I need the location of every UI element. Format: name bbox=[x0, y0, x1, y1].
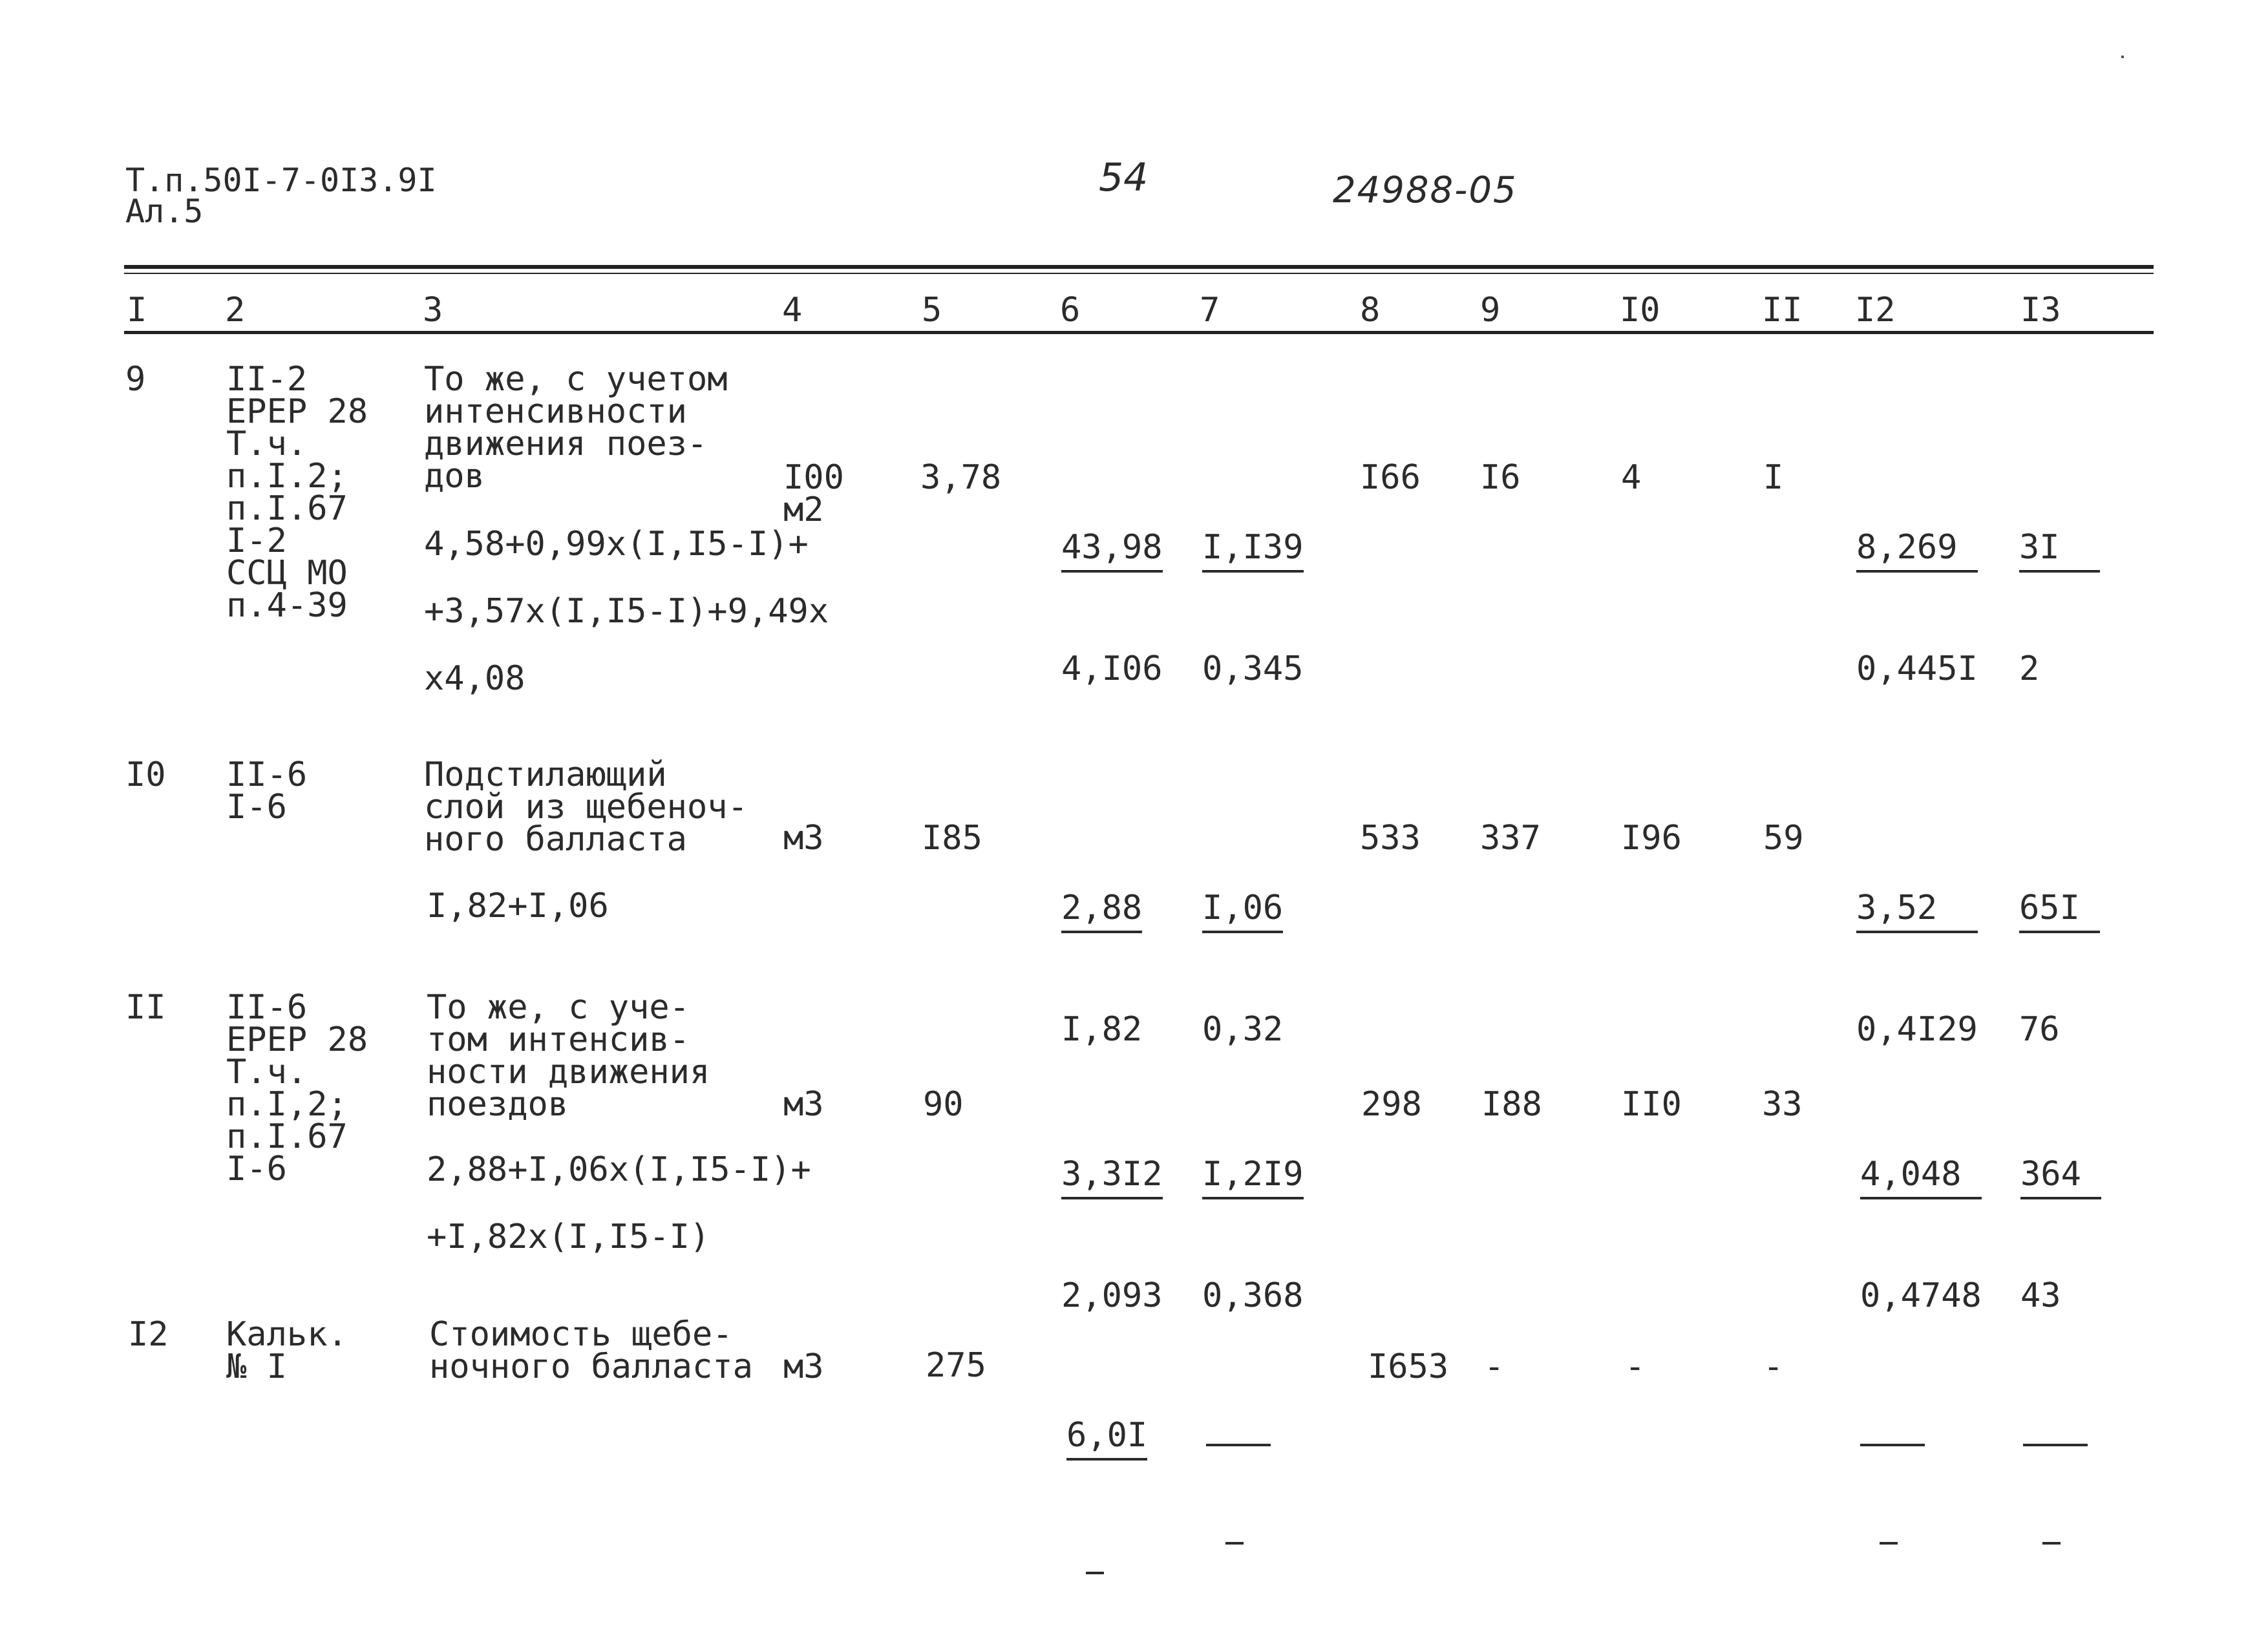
row-quantity: I85 bbox=[922, 819, 982, 858]
col11-value: 59 bbox=[1763, 819, 1804, 858]
col13-bottom: 2 bbox=[2019, 649, 2040, 688]
row-number: I2 bbox=[128, 1315, 169, 1354]
row-unit: м3 bbox=[783, 1347, 824, 1386]
col7-bottom-dash bbox=[1225, 1542, 1244, 1545]
col12-fraction bbox=[1860, 1087, 1982, 1383]
col6-fraction bbox=[1061, 460, 1163, 756]
col11-value: 33 bbox=[1762, 1085, 1803, 1124]
col13-top-dash bbox=[2023, 1418, 2088, 1446]
row-reference: II-2 ЕРЕР 28 Т.ч. п.I.2; п.I.67 I-2 ССЦ МО п.4-39 bbox=[226, 360, 368, 625]
row-formula: 2,88+I,06x(I,I5-I)+ +I,82x(I,I5-I) bbox=[427, 1150, 811, 1256]
col13-fraction bbox=[2020, 1087, 2101, 1383]
col12-top: 4,048 bbox=[1860, 1157, 1982, 1199]
col7-top-dash bbox=[1206, 1418, 1271, 1446]
col10-value: I96 bbox=[1621, 819, 1682, 858]
col7-bottom: 0,345 bbox=[1202, 649, 1304, 688]
col-header-5: 5 bbox=[922, 291, 942, 330]
table-header-rule bbox=[124, 331, 2154, 334]
col12-bottom: 0,4748 bbox=[1860, 1276, 1982, 1315]
row-description: Стоимость щебе- ночного балласта bbox=[429, 1315, 753, 1386]
col6-bottom: I,82 bbox=[1061, 1010, 1143, 1049]
col13-fraction bbox=[2023, 1348, 2104, 1614]
col-header-6: 6 bbox=[1060, 291, 1081, 330]
col6-top: 6,0I bbox=[1066, 1418, 1147, 1461]
col-header-13: I3 bbox=[2020, 291, 2061, 330]
row-formula: I,82+I,06 bbox=[427, 887, 609, 925]
col12-bottom: 0,4I29 bbox=[1856, 1010, 1978, 1049]
col-header-9: 9 bbox=[1480, 291, 1501, 330]
col12-bottom: 0,445I bbox=[1856, 649, 1978, 688]
row-reference: II-6 I-6 bbox=[226, 755, 308, 827]
page-number: 54 bbox=[1099, 155, 1149, 200]
col13-top: 3I bbox=[2019, 530, 2100, 573]
col8-value: I66 bbox=[1360, 458, 1421, 497]
col-header-12: I2 bbox=[1855, 291, 1896, 330]
row-quantity: 275 bbox=[926, 1346, 986, 1385]
col13-bottom-dash bbox=[2042, 1542, 2061, 1545]
row-number: II bbox=[125, 988, 166, 1027]
col6-bottom: 2,093 bbox=[1061, 1276, 1163, 1315]
col11-value: - bbox=[1763, 1347, 1784, 1386]
row-reference: Кальк. № I bbox=[226, 1315, 348, 1386]
row-description: Подстилающий слой из щебеноч- ного балласта bbox=[424, 755, 748, 859]
col13-top: 364 bbox=[2020, 1157, 2101, 1199]
row-description: То же, с уче- том интенсив- ности движения поездов bbox=[427, 988, 710, 1124]
col-header-3: 3 bbox=[423, 291, 443, 330]
col13-bottom: 43 bbox=[2020, 1276, 2061, 1315]
col-header-11: II bbox=[1762, 291, 1803, 330]
col9-value: - bbox=[1484, 1347, 1505, 1386]
row-quantity: 3,78 bbox=[920, 458, 1002, 497]
col13-fraction bbox=[2019, 821, 2100, 1117]
col9-value: I88 bbox=[1481, 1085, 1542, 1124]
col12-top-dash bbox=[1860, 1418, 1925, 1446]
col10-value: - bbox=[1625, 1347, 1646, 1386]
row-formula: 4,58+0,99x(I,I5-I)+ +3,57x(I,I5-I)+9,49x x4,08 bbox=[424, 525, 829, 698]
col6-fraction bbox=[1061, 1087, 1163, 1383]
col6-top: 2,88 bbox=[1061, 891, 1142, 933]
col11-value: I bbox=[1763, 458, 1784, 497]
col6-fraction bbox=[1066, 1348, 1147, 1644]
col7-fraction bbox=[1202, 460, 1304, 756]
col7-fraction bbox=[1202, 1087, 1304, 1383]
col6-bottom: 4,I06 bbox=[1061, 649, 1163, 688]
pencil-mark bbox=[2121, 56, 2124, 58]
col13-top: 65I bbox=[2019, 891, 2100, 933]
col10-value: II0 bbox=[1621, 1085, 1682, 1124]
col10-value: 4 bbox=[1621, 458, 1642, 497]
row-unit: м3 bbox=[783, 819, 824, 858]
row-unit: м3 bbox=[783, 1085, 824, 1124]
row-unit: I00 м2 bbox=[783, 458, 844, 529]
col6-top: 43,98 bbox=[1061, 530, 1163, 573]
col7-top: I,06 bbox=[1202, 891, 1283, 933]
col12-fraction bbox=[1860, 1348, 1941, 1614]
col7-top: I,2I9 bbox=[1202, 1157, 1304, 1199]
col7-bottom: 0,32 bbox=[1202, 1010, 1284, 1049]
col8-value: I653 bbox=[1368, 1347, 1449, 1386]
col12-bottom-dash bbox=[1880, 1542, 1898, 1545]
col-header-7: 7 bbox=[1200, 291, 1220, 330]
col13-bottom: 76 bbox=[2019, 1010, 2060, 1049]
col-header-1: I bbox=[127, 291, 147, 330]
row-number: 9 bbox=[125, 360, 146, 399]
table-top-rule-thin bbox=[124, 273, 2154, 274]
row-number: I0 bbox=[125, 755, 166, 794]
col9-value: I6 bbox=[1480, 458, 1521, 497]
col13-fraction bbox=[2019, 460, 2100, 756]
col12-top: 8,269 bbox=[1856, 530, 1978, 573]
album-label: Ал.5 bbox=[125, 193, 204, 230]
col12-top: 3,52 bbox=[1856, 891, 1978, 933]
col-header-2: 2 bbox=[225, 291, 246, 330]
col-header-8: 8 bbox=[1360, 291, 1381, 330]
row-reference: II-6 ЕРЕР 28 Т.ч. п.I,2; п.I.67 I-6 bbox=[226, 988, 368, 1188]
row-quantity: 90 bbox=[923, 1085, 964, 1124]
col7-bottom: 0,368 bbox=[1202, 1276, 1304, 1315]
col7-fraction bbox=[1202, 821, 1283, 1117]
document-code: Т.п.50I-7-0I3.9I bbox=[125, 162, 437, 199]
col8-value: 298 bbox=[1361, 1085, 1422, 1124]
col-header-10: I0 bbox=[1620, 291, 1660, 330]
col9-value: 337 bbox=[1480, 819, 1541, 858]
col6-fraction bbox=[1061, 821, 1142, 1117]
document-number: 24988-05 bbox=[1333, 169, 1518, 211]
col8-value: 533 bbox=[1360, 819, 1421, 858]
col6-bottom-dash bbox=[1086, 1572, 1104, 1574]
col6-top: 3,3I2 bbox=[1061, 1157, 1163, 1199]
row-description: То же, с учетом интенсивности движения поез- дов bbox=[424, 360, 728, 496]
table-top-rule bbox=[124, 265, 2154, 269]
col-header-4: 4 bbox=[782, 291, 803, 330]
col12-fraction bbox=[1856, 460, 1978, 756]
col7-top: I,I39 bbox=[1202, 530, 1304, 573]
col12-fraction bbox=[1856, 821, 1978, 1117]
col7-fraction bbox=[1206, 1348, 1287, 1614]
